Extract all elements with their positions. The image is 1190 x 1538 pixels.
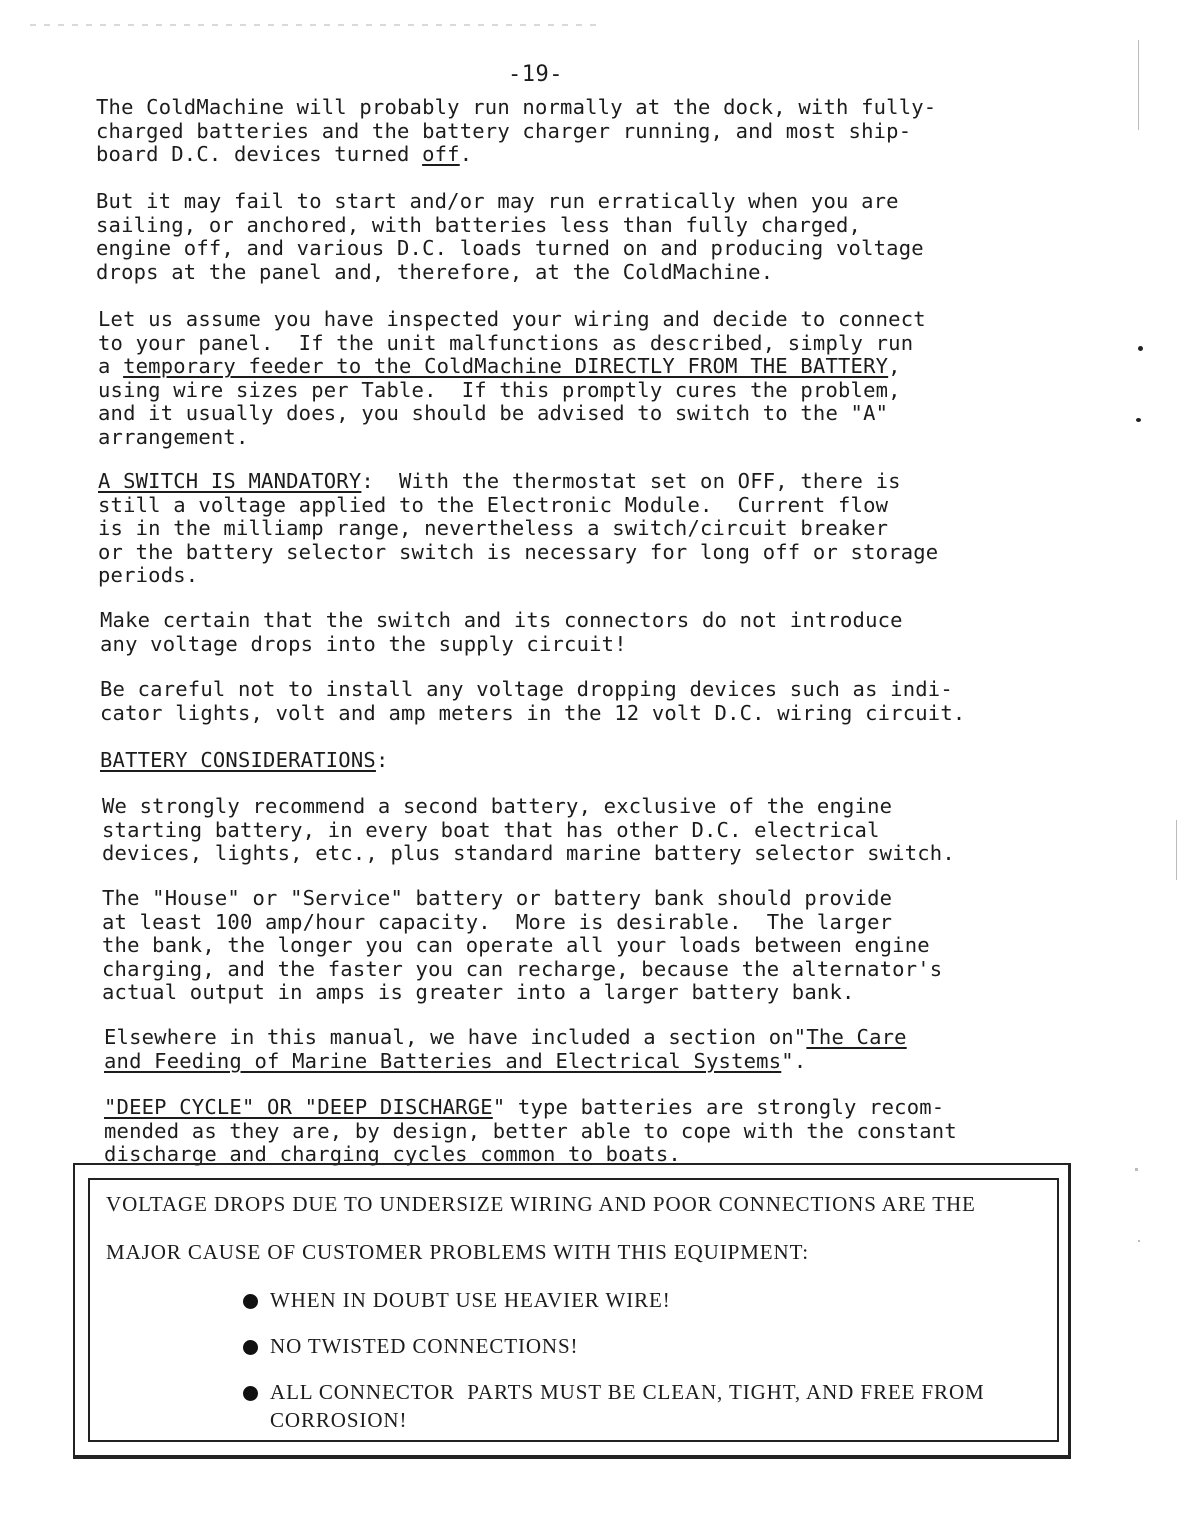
text-line: actual output in amps is greater into a larger battery bank. (102, 980, 855, 1005)
text-line: Be careful not to install any voltage dropping devices such as indi- (100, 677, 953, 701)
text-line: still a voltage applied to the Electronic Module. Current flow (98, 492, 889, 517)
text-line: periods. (98, 563, 199, 588)
bullet-icon (243, 1340, 258, 1355)
scan-artifact (30, 24, 600, 26)
text-line: board D.C. devices turned (96, 142, 423, 167)
section-heading-battery (100, 749, 388, 773)
page-number: -19- (508, 62, 563, 87)
reference-title: The Care (806, 1025, 907, 1049)
text-line: ". (781, 1048, 807, 1073)
emphasis-temporary-feeder: temporary feeder to the ColdMachine DIRECTLY FROM THE BATTERY (123, 354, 889, 379)
notice-line: MAJOR CAUSE OF CUSTOMER PROBLEMS WITH THIS EQUIPMENT: (106, 1240, 809, 1264)
text-line: or the battery selector switch is necessary for long off or storage (98, 539, 939, 564)
emphasis-switch-mandatory: A SWITCH IS MANDATORY (98, 469, 362, 493)
text-line: the bank, the longer you can operate all your loads between engine (102, 933, 930, 958)
notice-line: VOLTAGE DROPS DUE TO UNDERSIZE WIRING AND POOR CONNECTIONS ARE THE (106, 1192, 976, 1216)
text-line: But it may fail to start and/or may run erratically when you are (96, 189, 899, 213)
paragraph-switch-connectors (100, 609, 903, 656)
text-line: sailing, or anchored, with batteries less than fully charged, (96, 212, 862, 237)
paragraph-house-battery (102, 887, 942, 1005)
bullet-icon (243, 1294, 258, 1309)
paragraph-second-battery (102, 795, 955, 866)
paragraph-temporary-feeder (98, 308, 926, 450)
text-line: to your panel. If the unit malfunctions as described, simply run (98, 330, 914, 355)
text-line: Make certain that the switch and its connectors do not introduce (100, 608, 903, 632)
margin-tick (1138, 1240, 1140, 1242)
text-line: arrangement. (98, 424, 249, 449)
text-line: engine off, and various D.C. loads turned on and producing voltage (96, 236, 924, 261)
margin-dot (1136, 418, 1141, 422)
paragraph-deep-cycle (104, 1096, 957, 1167)
text-line: , (888, 354, 901, 379)
text-line: is in the milliamp range, nevertheless a switch/circuit breaker (98, 516, 889, 541)
text-line: any voltage drops into the supply circuit! (100, 631, 627, 656)
text-line: Elsewhere in this manual, we have included a section on" (104, 1025, 807, 1049)
notice-bullet-item: ALL CONNECTOR PARTS MUST BE CLEAN, TIGHT, AND FREE FROM (270, 1380, 985, 1404)
text-line: . (459, 142, 473, 167)
text-line: drops at the panel and, therefore, at the ColdMachine. (96, 259, 774, 284)
paragraph-voltage-dropping-devices (100, 678, 965, 725)
text-line: charged batteries and the battery charger running, and most ship- (96, 118, 912, 143)
text-line: mended as they are, by design, better able to cope with the constant (104, 1118, 957, 1143)
text-line: using wire sizes per Table. If this promptly cures the problem, (98, 377, 901, 402)
text-line: " type batteries are strongly recom- (492, 1095, 945, 1119)
heading-colon: : (375, 748, 389, 772)
margin-tick (1135, 1168, 1138, 1171)
text-line: cator lights, volt and amp meters in the 12 volt D.C. wiring circuit. (100, 700, 966, 725)
paragraph-switch-mandatory (98, 470, 938, 588)
text-line: and it usually does, you should be advised to switch to the "A" (98, 401, 889, 426)
emphasis-deep-cycle: "DEEP CYCLE" OR "DEEP DISCHARGE (104, 1095, 493, 1119)
notice-bullet-item: NO TWISTED CONNECTIONS! (270, 1334, 579, 1358)
text-line: charging, and the faster you can recharge, because the alternator's (102, 956, 943, 981)
margin-tick (1138, 40, 1139, 130)
notice-bullet-item: WHEN IN DOUBT USE HEAVIER WIRE! (270, 1288, 671, 1312)
text-line: We strongly recommend a second battery, exclusive of the engine (102, 794, 893, 818)
text-line: The "House" or "Service" battery or battery bank should provide (102, 886, 893, 910)
text-line: The ColdMachine will probably run normally at the dock, with fully- (96, 95, 937, 119)
text-line: discharge and charging cycles common to boats. (104, 1142, 681, 1167)
heading-text: BATTERY CONSIDERATIONS (100, 748, 376, 772)
margin-dot (1138, 346, 1143, 351)
paragraph-care-and-feeding (104, 1026, 907, 1073)
bullet-icon (243, 1386, 258, 1401)
paragraph-erratic-operation (96, 190, 924, 284)
emphasis-off: off (422, 142, 460, 167)
margin-tick (1176, 820, 1177, 880)
text-line: a (98, 354, 124, 379)
reference-title: and Feeding of Marine Batteries and Electrical Systems (104, 1048, 782, 1073)
text-line: devices, lights, etc., plus standard marine battery selector switch. (102, 841, 955, 866)
text-line: starting battery, in every boat that has other D.C. electrical (102, 817, 880, 842)
notice-bullet-continuation: CORROSION! (270, 1408, 408, 1432)
text-line: Let us assume you have inspected your wiring and decide to connect (98, 307, 926, 331)
text-line: : With the thermostat set on OFF, there is (361, 469, 901, 493)
text-line: at least 100 amp/hour capacity. More is desirable. The larger (102, 909, 893, 934)
paragraph-dock-operation (96, 96, 936, 167)
